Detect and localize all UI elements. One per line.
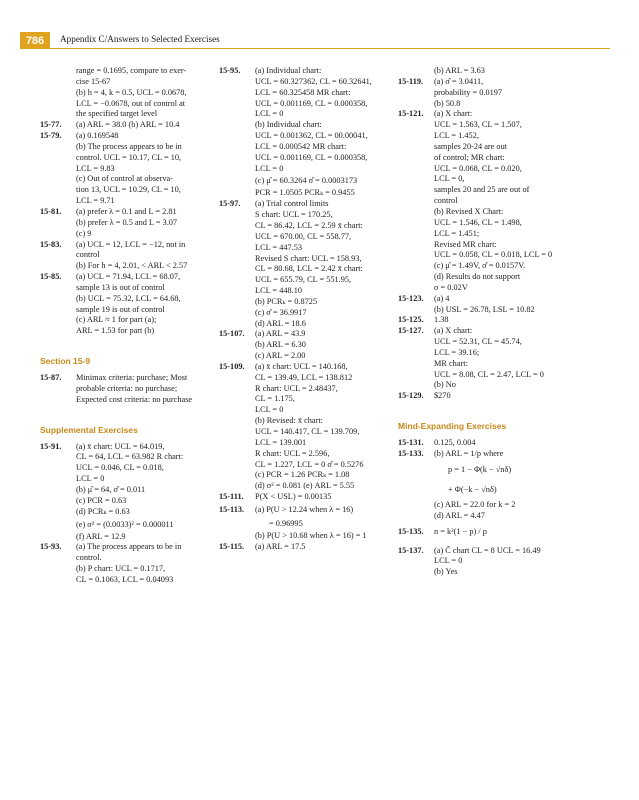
answer-text: (a) ARL = 43.9 — [255, 329, 306, 339]
exercise-number: 15-91. — [40, 441, 62, 451]
section-heading: Supplemental Exercises — [40, 424, 138, 435]
exercise-answer — [219, 66, 391, 77]
exercise-number: 15-77. — [40, 120, 62, 130]
answer-line: Revised S chart: UCL = 158.93, — [255, 253, 362, 263]
answer-line: (f) ARL = 12.9 — [76, 531, 126, 541]
exercise-number: 15-81. — [40, 206, 62, 216]
answer-text: (a) σ̂ = 3.0411, — [434, 76, 484, 86]
answers-column-1 — [40, 66, 210, 586]
answer-line: p = 1 − Φ(k − √nδ) — [448, 464, 512, 474]
page-header — [0, 0, 639, 50]
exercise-answer — [40, 120, 210, 131]
answer-line: (c) μ̂ = 1.49V, σ̂ = 0.0157V. — [434, 261, 526, 271]
answer-text: (a) UCL = 71.94, LCL = 68.07, — [76, 272, 181, 282]
answer-line: Revised MR chart: — [434, 239, 497, 249]
exercise-answer — [219, 492, 391, 503]
spacer — [40, 406, 210, 422]
answer-line: (b) 50.8 — [434, 98, 461, 108]
answer-line: σ = 0.02V — [434, 282, 468, 292]
answer-line: samples 20 and 25 are out of — [434, 185, 530, 195]
answer-line: UCL = 8.08, CL = 2.47, LCL = 0 — [434, 369, 544, 379]
exercise-answer — [40, 442, 210, 453]
answer-line: (b) ARL = 3.63 — [434, 66, 485, 75]
answer-text: 0.125, 0.004 — [434, 438, 476, 448]
page-number: 786 — [20, 32, 50, 49]
answer-line: UCL = 670.00, CL = 558.77, — [255, 231, 352, 241]
answer-text: (b) ARL = 1/p where — [434, 449, 504, 458]
answer-line: (d) ARL = 4.47 — [434, 510, 485, 520]
answer-line: of control; MR chart: — [434, 152, 505, 162]
answer-line: R chart: UCL = 2.596, — [255, 448, 330, 458]
answer-line: CL = 1.175, — [255, 394, 295, 404]
exercise-answer — [398, 109, 626, 120]
exercise-number: 15-123. — [398, 293, 424, 303]
exercise-answer — [219, 362, 391, 373]
answer-line: (b) Yes — [434, 567, 458, 577]
answer-line: (b) Revised: x̄ chart: — [255, 416, 323, 426]
answer-text: P(X < USL) = 0.00135 — [255, 492, 332, 502]
answer-line: UCL = 0.068, CL = 0.020, — [434, 163, 522, 173]
answer-line: (b) PCRₖ = 0.8725 — [255, 296, 318, 306]
answer-line: (c) ARL = 22.0 for k = 2 — [434, 499, 516, 509]
answer-line: LCL = 0.000542 MR chart: — [255, 141, 347, 151]
exercise-number: 15-113. — [219, 504, 245, 514]
answer-line: (d) PCRₖ = 0.63 — [76, 506, 130, 516]
spacer — [40, 337, 210, 353]
exercise-answer — [398, 391, 626, 402]
answer-line: CL = 64, LCL = 63.982 R chart: — [76, 452, 184, 462]
exercise-answer — [398, 77, 626, 88]
answer-line: LCL = 1.451; — [434, 228, 480, 238]
answer-line: (d) σ² = 0.081 (e) ARL = 5.55 — [255, 481, 355, 491]
answer-line: UCL = 60.327362, CL = 60.32641, — [255, 76, 372, 86]
section-heading: Mind-Expanding Exercises — [398, 421, 507, 432]
answer-text: (a) ARL = 17.5 — [255, 541, 306, 551]
answer-line: (b) P(U > 10.68 when λ = 16) = 1 — [255, 530, 367, 540]
answer-line: UCL = 1.546, CL = 1.498, — [434, 217, 522, 227]
answer-line: LCL = 139.001 — [255, 437, 307, 447]
answer-line: (e) σ² = (0.0033)² = 0.000011 — [76, 519, 174, 529]
exercise-answer — [398, 438, 626, 449]
answer-line: (c) PCR = 0.63 — [76, 495, 127, 505]
answer-line: (b) Revised X Chart: — [434, 206, 504, 216]
answer-text: (a) The process appears to be in — [76, 542, 182, 552]
answer-text: $270 — [434, 391, 451, 401]
running-head: Appendix C/Answers to Selected Exercises — [60, 34, 220, 44]
answer-line: (b) ARL = 6.30 — [255, 340, 306, 350]
answer-text: (a) x̄ chart: UCL = 64.019, — [76, 441, 165, 451]
answer-line: probability = 0.0197 — [434, 87, 503, 97]
exercise-number: 15-125. — [398, 315, 424, 325]
exercise-number: 15-137. — [398, 545, 424, 555]
answer-text: n = k²(1 − p) / p — [434, 526, 487, 536]
answer-line: range = 0.1695, compare to exer- — [76, 66, 187, 75]
answer-line: ARL = 1.53 for part (b) — [76, 326, 155, 336]
exercise-number: 15-109. — [219, 361, 245, 371]
exercise-answer — [40, 542, 210, 553]
answer-line: (b) For h = 4, 2.01, < ARL < 2.57 — [76, 261, 188, 271]
exercise-number: 15-119. — [398, 76, 424, 86]
answer-text: (a) Individual chart: — [255, 66, 322, 75]
answer-line: LCL = −0.0678, out of control at — [76, 98, 186, 108]
exercise-answer — [398, 326, 626, 337]
answer-line: CL = 1.227, LCL = 0 σ̂ = 0.5276 — [255, 459, 364, 469]
answer-line: (c) μ̂ = 60.3264 σ̂ = 0.0003173 — [255, 176, 358, 186]
section-heading: Section 15-9 — [40, 356, 91, 367]
exercise-number: 15-87. — [40, 373, 62, 383]
answer-line: LCL = 0, — [434, 174, 465, 184]
answer-line: (b) The process appears to be in — [76, 141, 182, 151]
exercise-answer — [398, 294, 626, 305]
answer-line: UCL = 0.001169, CL = 0.000358, — [255, 98, 368, 108]
answer-line: (b) h = 4, k = 0.5, UCL = 0.0678, — [76, 87, 187, 97]
exercise-answer — [398, 449, 626, 460]
answer-text: (a) 0.169548 — [76, 131, 119, 141]
answer-line: LCL = 9.83 — [76, 163, 115, 173]
answer-line: UCL = 0.001169, CL = 0.000358, — [255, 152, 368, 162]
exercise-number: 15-131. — [398, 438, 424, 448]
answer-text: Minimax criteria: purchase; Most — [76, 373, 188, 383]
answer-line: sample 13 is out of control — [76, 282, 165, 292]
answer-line: PCR = 1.0505 PCRₖ = 0.9455 — [255, 188, 355, 198]
answer-line: UCL = 655.79, CL = 551.95, — [255, 275, 352, 285]
answer-line: control. — [76, 553, 102, 563]
answer-text: (a) ARL = 38.0 (b) ARL = 10.4 — [76, 120, 180, 130]
exercise-number: 15-93. — [40, 542, 62, 552]
answer-line: LCL = 0 — [255, 163, 284, 173]
answer-line: UCL = 140.417, CL = 139.709, — [255, 427, 360, 436]
exercise-answer — [40, 272, 210, 283]
exercise-answer — [398, 315, 626, 326]
answer-text: (a) UCL = 12, LCL = −12, not in — [76, 239, 186, 249]
answer-line: (b) μ̂ = 64, σ̂ = 0.011 — [76, 485, 146, 494]
answer-line: (b) UCL = 75.32, LCL = 64.68, — [76, 293, 181, 303]
answer-line: (b) Individual chart: — [255, 120, 322, 130]
exercise-answer — [219, 542, 391, 553]
answer-line: MR chart: — [434, 358, 468, 368]
exercise-number: 15-95. — [219, 66, 241, 75]
answer-line: control. UCL = 10.17, CL = 10, — [76, 152, 182, 162]
answer-line: (c) 9 — [76, 228, 92, 238]
header-rule — [50, 48, 610, 49]
answer-line: control — [76, 250, 100, 260]
answer-line: CL = 80.68, LCL = 2.42 x̄ chart: — [255, 264, 363, 274]
exercise-answer — [219, 329, 391, 340]
exercise-number: 15-85. — [40, 272, 62, 282]
answer-line: UCL = 0.001362, CL = 00.00041, — [255, 131, 368, 141]
exercise-number: 15-79. — [40, 131, 62, 141]
answer-line: UCL = 0.058, CL = 0.018, LCL = 0 — [434, 250, 553, 260]
answer-line: LCL = 0 — [434, 556, 463, 566]
exercise-answer — [398, 546, 626, 557]
answer-line: LCL = 447.53 — [255, 242, 303, 252]
answers-column-3 — [398, 66, 626, 578]
exercise-number: 15-83. — [40, 239, 62, 249]
answer-line: (c) PCR = 1.26 PCRₖ = 1.08 — [255, 470, 350, 480]
exercise-number: 15-127. — [398, 326, 424, 336]
answer-line: tion 13, UCL = 10.29, CL = 10, — [76, 185, 181, 195]
answer-line: R chart: UCL = 2.48437, — [255, 383, 338, 393]
answer-line: CL = 86.42, LCL = 2.59 x̄ chart: — [255, 220, 363, 230]
answer-line: samples 20-24 are out — [434, 141, 508, 151]
answer-line: (c) Out of control at observa- — [76, 174, 173, 184]
exercise-answer — [219, 199, 391, 210]
answer-text: (a) X chart: — [434, 109, 473, 119]
answer-line: + Φ(−k − √nδ) — [448, 484, 497, 494]
answer-line: LCL = 60.325458 MR chart: — [255, 87, 351, 97]
exercise-answer — [40, 240, 210, 251]
answer-line: sample 19 is out of control — [76, 304, 165, 314]
answer-line: S chart: UCL = 170.25, — [255, 210, 333, 220]
answer-line: LCL = 0 — [255, 109, 284, 119]
exercise-number: 15-133. — [398, 449, 424, 458]
answers-column-2 — [219, 66, 391, 553]
answer-line: (b) P chart: UCL = 0.1717, — [76, 564, 166, 574]
spacer — [398, 402, 626, 418]
answer-text: (a) X chart: — [434, 326, 473, 336]
exercise-answer — [219, 503, 391, 517]
answer-text: (a) Trial control limits — [255, 199, 329, 209]
answer-line: = 0.96995 — [269, 518, 303, 528]
answer-text: (a) x̄ chart: UCL = 140.168, — [255, 361, 348, 371]
answer-line: LCL = 0 — [76, 474, 105, 484]
answer-line: LCL = 1.452, — [434, 131, 479, 141]
exercise-answer — [398, 522, 626, 542]
exercise-number: 15-97. — [219, 199, 241, 209]
exercise-answer — [40, 373, 210, 384]
exercise-answer — [40, 207, 210, 218]
answer-line: CL = 139.49, LCL = 138.812 — [255, 372, 353, 382]
answer-line: the specified target level — [76, 109, 158, 119]
answer-line: (b) prefer λ = 0.5 and L = 3.07 — [76, 217, 178, 227]
answer-line: LCL = 39.16; — [434, 347, 480, 357]
answer-text: (a) 4 — [434, 293, 450, 303]
answer-line: control — [434, 196, 458, 206]
exercise-answer — [40, 131, 210, 142]
exercise-number: 15-107. — [219, 329, 245, 339]
exercise-number: 15-111. — [219, 492, 244, 502]
answer-text: (a) C̄ chart CL = 8 UCL = 16.49 — [434, 545, 541, 555]
answer-line: (c) ARL ≈ 1 for part (a); — [76, 315, 157, 325]
answer-line: (b) USL = 26.78, LSL = 10.82 — [434, 304, 535, 314]
answer-line: LCL = 448.10 — [255, 286, 303, 296]
exercise-number: 15-129. — [398, 391, 424, 401]
answer-line: (d) ARL = 18.6 — [255, 318, 306, 328]
answer-line: UCL = 1.563, CL = 1.507, — [434, 120, 522, 130]
answer-line: cise 15-67 — [76, 76, 111, 86]
exercise-number: 15-121. — [398, 109, 424, 119]
exercise-number: 15-115. — [219, 541, 245, 551]
answer-text: (a) P(U > 12.24 when λ = 16) — [255, 504, 354, 514]
answer-text: 1.38 — [434, 315, 449, 325]
answer-line: UCL = 52.31, CL = 45.74, — [434, 337, 522, 347]
answer-line: LCL = 9.71 — [76, 196, 115, 206]
answer-line: (c) ARL = 2.00 — [255, 351, 306, 361]
answer-line: probable criteria: no purchase; — [76, 383, 178, 393]
answer-text: (a) prefer λ = 0.1 and L = 2.81 — [76, 206, 177, 216]
answer-line: Expected cost criteria: no purchase — [76, 394, 193, 404]
answer-line: (d) Results do not support — [434, 272, 521, 282]
answer-line: (c) σ̂ = 36.9917 — [255, 307, 307, 317]
answer-line: CL = 0.1063, LCL = 0.04093 — [76, 574, 174, 584]
answer-line: UCL = 0.046, CL = 0.018, — [76, 463, 164, 473]
answer-line: (b) No — [434, 380, 456, 390]
answer-line: LCL = 0 — [255, 405, 284, 415]
exercise-number: 15-135. — [398, 526, 424, 536]
